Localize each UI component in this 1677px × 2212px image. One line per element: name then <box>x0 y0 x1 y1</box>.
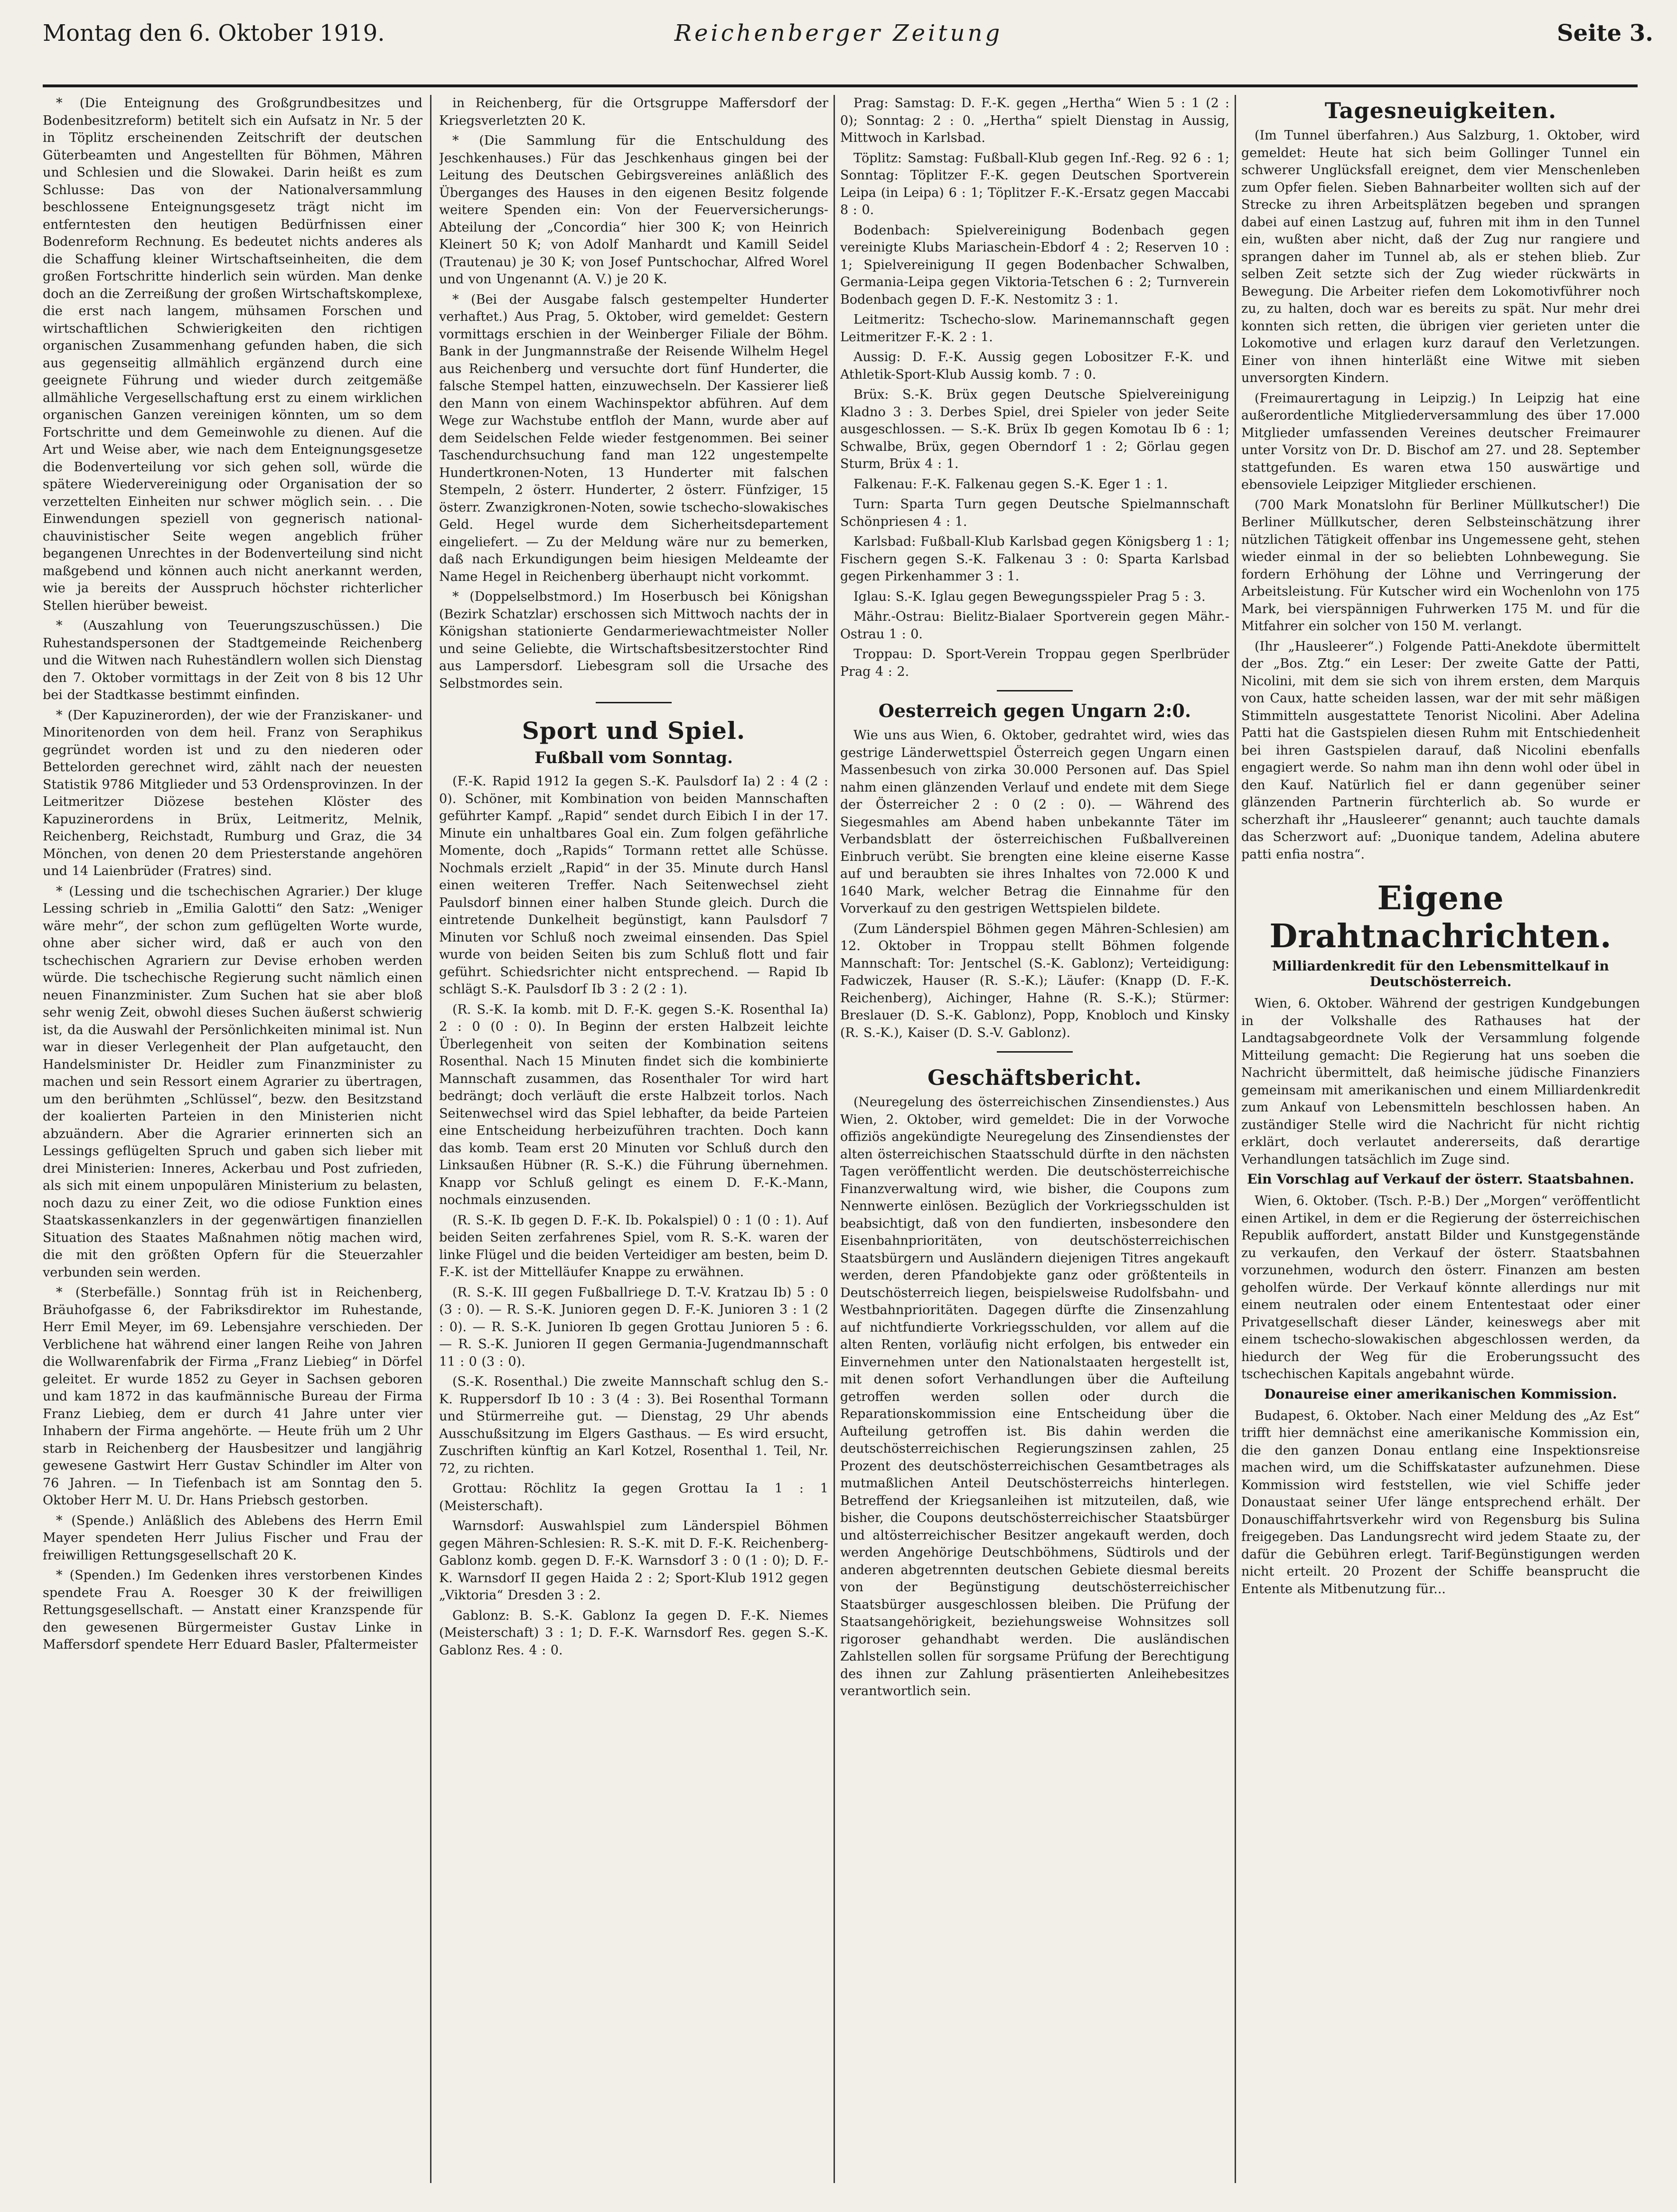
report-rsk-rosenthal: (R. S.-K. Ia komb. mit D. F.-K. gegen S.-K. Rosenthal Ia) 2 : 0 (0 : 0). In Beginn der ersten Halbzeit leichte Überlegenheit von seiten der Kombination seitens Rosenthal. Nach 15 Minuten findet sich die kombinierte Mannschaft zusammen, das Rosenthaler Tor wird hart bedrängt; doch verläuft die erste Halbzeit torlos. Nach Seitenwechsel wird das Spiel lebhafter, da beide Parteien eine Entscheidung herbeizuführen trachten. Doch kann das komb. Team erst 20 Minuten vor Schluß durch den Linksaußen Hübner (R. S.-K.) die Führung übernehmen. Knapp vor Schluß gelingt es einem D. F.-K.-Mann, nochmals einzusenden. <box>439 1002 828 1207</box>
article-tunnel: (Im Tunnel überfahren.) Aus Salzburg, 1. Oktober, wird gemeldet: Heute hat sich beim Gollinger Tunnel ein schwerer Unglücksfall ereignet, dem vier Menschenleben zum Opfer fielen. Sieben Bahnarbeiter wollten sich auf der Strecke zu ihren Arbeitsplätzen begeben und sprangen dabei auf einen Lastzug auf, fuhren mit ihm in den Tunnel ein, wußten aber nicht, daß der Zug nur rangiere und sprangen daher im Tunnel ab, als er stehen blieb. Zur selben Zeit setzte sich der Zug wieder rückwärts in Bewegung. Die Arbeiter riefen dem Lokomotivführer noch zu, zu halten, doch war es bereits zu spät. Nur mehr drei konnten sich retten, die übrigen vier gerieten unter die Lokomotive und erlagen kurz darauf den Verletzungen. Einer von ihnen hinterläßt eine Witwe mit sieben unversorgten Kindern. <box>1241 128 1640 385</box>
result-leitmeritz: Leitmeritz: Tschecho-slow. Marinemannschaft gegen Leitmeritzer F.-K. 2 : 1. <box>840 312 1229 345</box>
article-milliardenkredit: Wien, 6. Oktober. Während der gestrigen Kundgebungen in der Volkshalle des Rathauses hat der Landtagsabgeordnete Volk der Versammlung folgende Mitteilung gemacht: Die Regierung hat uns soeben die Nachricht übermittelt, daß heimische jüdische Finanziers gemeinsam mit amerikanischen und einem Milliardenkredit zum Ankauf von Lebensmitteln beschlossen haben. An zuständiger Stelle wird die Nachricht für nicht richtig erklärt, doch verlautet andererseits, daß derartige Verhandlungen tatsächlich im Zuge sind. <box>1241 996 1640 1167</box>
section-title-drahtnachrichten: Eigene Drahtnachrichten. <box>1269 879 1612 955</box>
column-divider <box>430 95 431 2183</box>
result-bodenbach: Bodenbach: Spielvereinigung Bodenbach gegen vereinigte Klubs Mariaschein-Ebdorf 4 : 2; Reserven 10 : 1; Spielvereinigung II gegen Bodenbacher Schwalben, Germania-Leipa gegen Viktoria-Tetschen 6 : 2; Turnverein Bodenbach gegen D. F.-K. Nestomitz 3 : 1. <box>840 223 1229 307</box>
column-1 <box>43 95 422 2183</box>
article-laenderspiel-boehmen: (Zum Länderspiel Böhmen gegen Mähren-Schlesien) am 12. Oktober in Troppau stellt Böhmen folgende Mannschaft: Tor: Jentschel (S.-K. Gablonz); Verteidigung: Fadwiczek, Hauser (R. S.-K.); Läufer: (Knapp (D. F.-K. Reichenberg), Aichinger, Hahne (R. S.-K.); Stürmer: Breslauer (D. S.-K. Gablonz), Popp, Knobloch und Kinsky (R. S.-K.), Kaiser (D. S.-V. Gablonz). <box>840 921 1229 1040</box>
column-divider <box>834 95 835 2183</box>
article-spenden: * (Spenden.) Im Gedenken ihres verstorbenen Kindes spendete Frau A. Roesger 30 K der freiwilligen Rettungsgesellschaft. — Anstatt einer Kranzspende für den gewesenen Bürgermeister Gustav Linke in Maffersdorf spendete Herr Eduard Basler, Pfaltermeister <box>43 1568 422 1652</box>
page-number: Seite 3. <box>1557 20 1653 47</box>
section-title-tagesneuigkeiten: Tagesneuigkeiten. <box>1324 98 1557 123</box>
article-teuerungszuschuesse: * (Auszahlung von Teuerungszuschüssen.) Die Ruhestandspersonen der Stadtgemeinde Reichenberg und die Witwen nach Ruheständlern wollen sich Dienstag den 7. Oktober vormittags in der Zeit von 8 bis 12 Uhr bei der Stadtkasse bestimmt einfinden. <box>43 618 422 702</box>
headline-oesterreich-ungarn: Oesterreich gegen Ungarn 2:0. <box>878 700 1191 721</box>
article-muellkutscher: (700 Mark Monatslohn für Berliner Müllkutscher!) Die Berliner Müllkutscher, deren Selbsteinschätzung ihrer nützlichen Tätigkeit offenbar ins Ungemessene geht, stehen wieder einmal in der so beliebten Lohnbewegung. Sie fordern Erhöhung der Löhne und Verringerung der Arbeitsleistung. Für Kutscher wird ein Wochenlohn von 175 Mark, bei vierspännigen Fuhrwerken 175 M. und für die Mitfahrer ein solcher von 150 M. verlangt. <box>1241 497 1640 634</box>
headline-milliardenkredit: Milliardenkredit für den Lebensmittelkauf in Deutschösterreich. <box>1272 958 1609 989</box>
column-2 <box>439 95 828 2183</box>
result-prag: Prag: Samstag: D. F.-K. gegen „Hertha“ Wien 5 : 1 (2 : 0); Sonntag: 2 : 0. „Hertha“ spielt Dienstag in Aussig, Mittwoch in Karlsbad. <box>840 96 1229 145</box>
headline-donaureise: Donaureise einer amerikanischen Kommission. <box>1264 1386 1617 1402</box>
article-kapuzinerorden: * (Der Kapuzinerorden), der wie der Franziskaner- und Minoritenorden von dem heil. Franz von Seraphikus gegründet worden ist und zu den niederen oder Bettelorden gerechnet wird, zählt nach der neuesten Statistik 9786 Mitglieder und 53 Ordensprovinzen. In der Leitmeritzer Diözese bestehen Klöster des Kapuzinerordens in Brüx, Leitmeritz, Melnik, Reichenberg, Reichstadt, Rumburg und Graz, die 34 Mönchen, von denen 20 dem Priesterstande angehören und 14 Laienbrüder (Fratres) sind. <box>43 708 422 878</box>
report-rapid-paulsdorf: (F.-K. Rapid 1912 Ia gegen S.-K. Paulsdorf Ia) 2 : 4 (2 : 0). Schöner, mit Kombination von beiden Mannschaften geführter Kampf. „Rapid“ sendet durch Eibich I in der 17. Minute ein unhaltbares Goal ein. Zum folgen gefährliche Momente, doch „Rapids“ Tormann rettet alle Schüsse. Nochmals erzielt „Rapid“ in der 35. Minute durch Hansl einen weiteren Treffer. Nach Seitenwechsel zieht Paulsdorf binnen einer halben Stunde gleich. Durch die eintretende Dunkelheit begünstigt, kann Paulsdorf 7 Minuten vor Schluß noch zweimal einsenden. Das Spiel wurde von beiden Seiten bis zum Schluß flott und fair geführt. Schiedsrichter nicht entsprechend. — Rapid Ib schlägt S.-K. Paulsdorf Ib 3 : 2 (2 : 1). <box>439 774 828 997</box>
report-warnsdorf: Warnsdorf: Auswahlspiel zum Länderspiel Böhmen gegen Mähren-Schlesien: R. S.-K. mit D. F.-K. Reichenberg-Gablonz komb. gegen D. F.-K. Warnsdorf 3 : 0 (1 : 0); D. F.-K. Warnsdorf II gegen Haida 2 : 2; Sport-Klub 1912 gegen „Viktoria“ Dresden 3 : 2. <box>439 1519 828 1603</box>
section-title-sport: Sport und Spiel. <box>522 717 746 745</box>
column-4 <box>1241 95 1640 2183</box>
section-rule <box>997 690 1073 691</box>
article-donaureise: Budapest, 6. Oktober. Nach einer Meldung des „Az Est“ trifft hier demnächst eine amerikanische Kommission ein, die den ganzen Donau entlang eine Inspektionsreise machen wird, um die Schiffskataster aufzunehmen. Diese Kommission wird feststellen, wie viel Schiffe jeder Donaustaat seiner Ufer länge entsprechend erhält. Der Donauschiffahrtsverkehr wird von Regensburg bis Sulina freigegeben. Das Landungsrecht wird jedem Staate zu, der dafür die Gebühren erlegt. Tarif-Begünstigungen werden nicht erteilt. 20 Prozent der Schiffe beansprucht die Entente als Mitbenutzung für... <box>1241 1408 1640 1596</box>
masthead: Reichenberger Zeitung <box>674 20 1003 47</box>
article-zinsendienst: (Neuregelung des österreichischen Zinsendienstes.) Aus Wien, 2. Oktober, wird gemeldet: Die in der Vorwoche offiziös angekündigte Neuregelung des Zinsendienstes der alten österreichischen Staatsschuld dürfte in den nächsten Tagen veröffentlicht werden. Die deutschösterreichische Finanzverwaltung wird, wie bisher, die Coupons zum Nennwerte einlösen. Bezüglich der Vorkriegsschulden ist beabsichtigt, daß von den fundierten, insbesondere den Eisenbahnprioritäten, von deutschösterreichischen Staatsbürgern und Ausländern diejenigen Titres angekauft werden, deren Pfandobjekte ganz oder größtenteils in Deutschösterreich liegen, beispielsweise Rudolfsbahn- und Westbahnprioritäten. Dagegen dürfte die Zinsenzahlung auf nichtfundierte Vorkriegsschulden, vor allem auf die alten Renten, vorläufig nicht erfolgen, bis entweder ein Einvernehmen unter den Nationalstaaten hergestellt ist, mit denen sofort Verhandlungen über die Aufteilung getroffen werden sollen oder durch die Reparationskommission eine Entscheidung über die Aufteilung getroffen ist. Bis dahin werden die deutschösterreichischen Regierungszinsen zahlen, 25 Prozent des deutschösterreichischen Gesamtbetrages als mutmaßlichen Anteil Deutschösterreichs hinterlegen. Betreffend der Kriegsanleihen ist mitzuteilen, daß, wie bisher, die Coupons deutschösterreichischer Staatsbürger und altösterreichischer Besitzer angekauft werden, doch werden Angehörige Deutschböhmens, Südtirols und der anderen abgetrennten deutschen Gebiete diesmal bereits von der Begünstigung deutschösterreichischer Staatsbürger ausgeschlossen bleiben. Die Prüfung der Staatsangehörigkeit, beziehungsweise Wohnsitzes soll rigoroser gehandhabt werden. Die ausländischen Zahlstellen sollen für sorgsame Prüfung der Berechtigung des ihnen zur Zahlung präsentierten Anleihebesitzes verantwortlich sein. <box>840 1095 1229 1699</box>
result-maehr-ostrau: Mähr.-Ostrau: Bielitz-Bialaer Sportverein gegen Mähr.-Ostrau 1 : 0. <box>840 609 1229 642</box>
result-toeplitz: Töplitz: Samstag: Fußball-Klub gegen Inf.-Reg. 92 6 : 1; Sonntag: Töplitzer F.-K. gegen Deutschen Sportverein Leipa (in Leipa) 6 : 1; Töplitzer F.-K.-Ersatz gegen Maccabi 8 : 0. <box>840 150 1229 217</box>
report-grottau: Grottau: Röchlitz Ia gegen Grottau Ia 1 : 1 (Meisterschaft). <box>439 1481 828 1513</box>
article-doppelselbstmord: * (Doppelselbstmord.) Im Hoserbusch bei Königshan (Bezirk Schatzlar) erschossen sich Mittwoch nachts der in Königshan stationierte Gendarmeriewachtmeister Noller und seine Geliebte, die Wirtschaftsbesitzerstochter Rind aus Lampersdorf. Liebesgram soll die Ursache des Selbstmordes sein. <box>439 589 828 691</box>
article-spende: * (Spende.) Anläßlich des Ablebens des Herrn Emil Mayer spendeten Herr Julius Fischer und Frau der freiwilligen Rettungsgesellschaft 20 K. <box>43 1513 422 1563</box>
report-junioren: (R. S.-K. III gegen Fußballriege D. T.-V. Kratzau Ib) 5 : 0 (3 : 0). — R. S.-K. Junioren gegen D. F.-K. Junioren 3 : 1 (2 : 0). — R. S.-K. Junioren Ib gegen Grottau Junioren 5 : 6. — R. S.-K. Junioren II gegen Germania-Jugendmannschaft 11 : 0 (3 : 0). <box>439 1285 828 1369</box>
column-divider <box>1235 95 1236 2183</box>
result-karlsbad: Karlsbad: Fußball-Klub Karlsbad gegen Königsberg 1 : 1; Fischern gegen S.-K. Falkenau 3 : 0: Sparta Karlsbad gegen Pirkenhammer 3 : 1. <box>840 534 1229 584</box>
article-lessing-agrarier: * (Lessing und die tschechischen Agrarier.) Der kluge Lessing schrieb in „Emilia Galotti“ den Satz: „Weniger wäre mehr“, der schon zum geflügelten Worte wurde, ohne aber sicher wird, daß er auch von den tschechischen Agrariern zur Devise erhoben werden würde. Die tschechische Regierung sucht nämlich einen neuen Finanzminister. Zum Suchen hat sie aber bloß sehr wenig Zeit, obwohl dieses Suchen äußerst schwierig ist, da die Auswahl der Persönlichkeiten minimal ist. Nun war in dieser Verlegenheit der Plan aufgetaucht, den Handelsminister Dr. Heidler zum Finanzminister zu machen und sein Ressort einem Agrarier zu übertragen, um den berühmten „Schlüssel“, bezw. den Besitzstand der koalierten Parteien in den Ministerien nicht abzuändern. Aber die Agrarier erinnerten sich an Lessings geflügelten Spruch und gaben sich lieber mit drei Ministerien: Inneres, Ackerbau und Post zufrieden, als sich mit einem unpopulären Ministerium zu belasten, noch dazu zu einer Zeit, wo die odiose Funktion eines Staatskassenkanzlers in der gegenwärtigen finanziellen Situation des Staates Maßnahmen nötig machen wird, die mit den größten Opfern für die Steuerzahler verbunden sein werden. <box>43 884 422 1280</box>
result-falkenau: Falkenau: F.-K. Falkenau gegen S.-K. Eger 1 : 1. <box>853 476 1168 492</box>
report-gablonz: Gablonz: B. S.-K. Gablonz Ia gegen D. F.-K. Niemes (Meisterschaft) 3 : 1; D. F.-K. Warnsdorf Res. gegen S.-K. Gablonz Res. 4 : 0. <box>439 1608 828 1658</box>
article-staatsbahnen: Wien, 6. Oktober. (Tsch. P.-B.) Der „Morgen“ veröffentlicht einen Artikel, in dem er die Regierung der österreichischen Republik auffordert, anstatt Bilder und Kunstgegenstände zu verkaufen, den Verkauf der österr. Staatsbahnen vorzunehmen, wodurch den österr. Finanzen am besten geholfen würde. Der Verkauf könnte allerdings nur mit einem neutralen oder einem Ententestaat oder einer Privatgesellschaft dieser Länder, keineswegs aber mit einem tschecho-slowakischen abgeschlossen werden, da hiedurch der Weg für die Eroberungssucht des tschechischen Kapitals angebahnt würde. <box>1241 1194 1640 1381</box>
result-troppau: Troppau: D. Sport-Verein Troppau gegen Sperlbrüder Prag 4 : 2. <box>840 647 1229 679</box>
article-laenderspiel-wien: Wie uns aus Wien, 6. Oktober, gedrahtet wird, wies das gestrige Länderwettspiel Österreich gegen Ungarn einen Massenbesuch von zirka 30.000 Personen auf. Das Spiel nahm einen glänzenden Verlauf und endete mit dem Siege der Österreicher 2 : 0 (2 : 0). — Während des Siegesmahles am Abend haben unbekannte Täter im Verbandsblatt der österreichischen Fußballvereinen Einbruch verübt. Sie brengten eine kleine eiserne Kasse auf und beraubten sie ihres Inhaltes von 72.000 K und 1640 Mark, welcher Betrag die Einnahme für den Vorverkauf zu den gestrigen Wettspielen bildete. <box>840 728 1229 916</box>
column-3 <box>840 95 1229 2183</box>
subsection-title-fussball: Fußball vom Sonntag. <box>534 748 733 767</box>
section-rule <box>596 702 672 703</box>
article-jeschkenhaus: * (Die Sammlung für die Entschuldung des Jeschkenhauses.) Für das Jeschkenhaus gingen bei der Leitung des Deutschen Gebirgsvereines anläßlich des Überganges des Hauses in den eigenen Besitz folgende weitere Spenden ein: Von der Feuerversicherungs-Abteilung der „Concordia“ hier 300 K; von Heinrich Kleinert 50 K; von Adolf Manhardt und Kamill Seidel (Trautenau) je 30 K; von Josef Puntschochar, Alfred Worel und von Ungenannt (A. V.) je 20 K. <box>439 133 828 287</box>
report-sk-rosenthal: (S.-K. Rosenthal.) Die zweite Mannschaft schlug den S.-K. Ruppersdorf Ib 10 : 3 (4 : 3). Bei Rosenthal Tormann und Stürmerreihe gut. — Dienstag, 29 Uhr abends Ausschußsitzung im Elgers Gasthaus. — Es wird ersucht, Zuschriften künftig an Karl Kotzel, Rosenthal 1. Teil, Nr. 72, zu richten. <box>439 1374 828 1476</box>
report-rsk-dfk-pokal: (R. S.-K. Ib gegen D. F.-K. Ib. Pokalspiel) 0 : 1 (0 : 1). Auf beiden Seiten zerfahrenes Spiel, vom R. S.-K. waren der linke Flügel und die beiden Verteidiger am besten, beim D. F.-K. ist der Mittelläufer Knappe zu erwähnen. <box>439 1213 828 1279</box>
issue-date: Montag den 6. Oktober 1919. <box>43 20 385 47</box>
result-bruex: Brüx: S.-K. Brüx gegen Deutsche Spielvereinigung Kladno 3 : 3. Derbes Spiel, drei Spieler von jeder Seite ausgeschlossen. — S.-K. Brüx Ib gegen Komotau Ib 6 : 1; Schwalbe, Brüx, gegen Oberndorf 1 : 2; Görlau gegen Sturm, Brüx 4 : 1. <box>840 387 1229 471</box>
article-falsche-hunderter: * (Bei der Ausgabe falsch gestempelter Hunderter verhaftet.) Aus Prag, 5. Oktober, wird gemeldet: Gestern vormittags erschien in der Weinberger Filiale der Böhm. Bank in der Jungmannstraße der Reisende Wilhelm Hegel aus Reichenberg und versuchte dort fünf Hunderter, die falsche Stempel hatten, einzuwechseln. Der Kassierer ließ den Mann von einem Wachinspektor abführen. Auf dem Wege zur Wachstube entfloh der Mann, wurde aber auf dem Seidelschen Felde wieder festgenommen. Bei seiner Taschendurchsuchung fand man 122 ungestempelte Hundertkronen-Noten, 13 Hunderter mit falschen Stempeln, 2 österr. Hunderter, 2 österr. Fünfziger, 15 österr. Zwanzigkronen-Noten, sowie tschecho-slowakisches Geld. Hegel wurde dem Sicherheitsdepartement eingeliefert. — Zu der Meldung wäre nur zu bemerken, daß nach Erkundigungen beim hiesigen Meldeamte der Name Hegel in Reichenberg überhaupt nicht vorkommt. <box>439 292 828 584</box>
article-freimaurertagung: (Freimaurertagung in Leipzig.) In Leipzig hat eine außerordentliche Mitgliederversammlung des über 17.000 Mitglieder umfassenden Vereines deutscher Freimaurer unter Vorsitz von Dr. D. Bischof am 27. und 28. September stattgefunden. Es waren etwa 150 auswärtige und ebensoviele Leipziger Mitglieder erschienen. <box>1241 391 1640 492</box>
result-turn: Turn: Sparta Turn gegen Deutsche Spielmannschaft Schönpriesen 4 : 1. <box>840 497 1229 529</box>
headline-staatsbahnen: Ein Vorschlag auf Verkauf der österr. Staatsbahnen. <box>1247 1171 1634 1187</box>
article-bodenreform: * (Die Enteignung des Großgrundbesitzes und Bodenbesitzreform) betitelt sich ein Aufsatz in Nr. 5 der in Töplitz erscheinenden Zeitschrift der deutschen Güterbeamten und Angestellten für Böhmen, Mähren und Schlesien und die Slowakei. Darin heißt es zum Schlusse: Das von der Nationalversammlung beschlossene Enteignungsgesetz trägt nicht im entferntesten den heutigen Bedürfnissen einer Bodenreform Rechnung. Es bedeutet nichts anderes als die Schaffung kleiner Wirtschaftseinheiten, die dem großen Fortschritte hinderlich sein würden. Man denke doch an die Zerreißung der großen Wirtschaftskomplexe, die erst nach langem, mühsamen Forschen und wirtschaftlichen Schwierigkeiten den richtigen organischen Zusammenhang gefunden haben, die sich aus gegenseitig allmählich ergänzend durch eine geeignete Führung und wieder durch zeitgemäße allmähliche Vergesellschaftung erst zu einem wirklichen organischen Ganzen vereinigen könnten, um so dem Fortschritte und dem Gemeinwohle zu dienen. Auf die Art und Weise aber, wie nach dem Enteignungsgesetze die Bodenverteilung vor sich gehen soll, würde die spätere Wiedervereinigung oder Organisation der so verzettelten Einheiten nur schwer möglich sein. . . Die Einwendungen speziell von gegnerisch national-chauvinistischer Seite wegen angeblich früher begangenen Unrechtes in der Bodenverteilung sind nicht maßgebend und können auch nicht anerkannt werden, wie ja bereits der Ausspruch höchster richterlicher Stellen hierüber beweist. <box>43 96 422 613</box>
section-rule <box>997 1051 1073 1053</box>
header-rule <box>43 84 1638 87</box>
section-title-geschaeftsbericht: Geschäftsbericht. <box>928 1066 1142 1090</box>
article-hausleerer: (Ihr „Hausleerer“.) Folgende Patti-Anekdote übermittelt der „Bos. Ztg.“ ein Leser: Der zweite Gatte der Patti, Nicolini, mit dem sie sich von ihrem ersten, dem Marquis von Caux, hatte scheiden lassen, war der mit sehr mäßigen Stimmitteln ausgestattete Tenorist Nicolini. Aber Adelina Patti hat die Gastspielen diesen Ruhm mit Entschiedenheit bei ihren Gastspielen darauf, daß Nicolini ebenfalls engagiert werde. So nahm man ihn denn wohl oder übel in den Kauf. Natürlich fiel er dann gegenüber seiner glänzenden Partnerin fürchterlich ab. So wurde er scherzhaft ihr „Hausleerer“ genannt; auch tauchte damals das Scherzwort auf: „Duonique tandem, Adelina abutere patti enfia nostra“. <box>1241 639 1640 862</box>
article-continued: in Reichenberg, für die Ortsgruppe Maffersdorf der Kriegsverletzten 20 K. <box>439 96 828 128</box>
result-iglau: Iglau: S.-K. Iglau gegen Bewegungsspieler Prag 5 : 3. <box>853 589 1206 604</box>
result-aussig: Aussig: D. F.-K. Aussig gegen Lobositzer F.-K. und Athletik-Sport-Klub Aussig komb. 7 : 0. <box>840 350 1229 382</box>
article-sterbefaelle: * (Sterbefälle.) Sonntag früh ist in Reichenberg, Bräuhofgasse 6, der Fabriksdirektor im Ruhestande, Herr Emil Meyer, im 69. Lebensjahre verschieden. Der Verblichene hat während einer langen Reihe von Jahren die Wollwarenfabrik der Firma „Franz Liebieg“ in Dörfel geleitet. Er wurde 1852 zu Geyer in Sachsen geboren und kam 1872 in das kaufmännische Bureau der Firma Franz Liebieg, dem er durch 41 Jahre unter vier Inhabern der Firma angehörte. — Heute früh um 2 Uhr starb in Reichenberg der Hausbesitzer und langjährig gewesene Gastwirt Herr Gustav Schindler im Alter von 76 Jahren. — In Tiefenbach ist am Sonntag den 5. Oktober Herr M. U. Dr. Hans Priebsch gestorben. <box>43 1285 422 1508</box>
